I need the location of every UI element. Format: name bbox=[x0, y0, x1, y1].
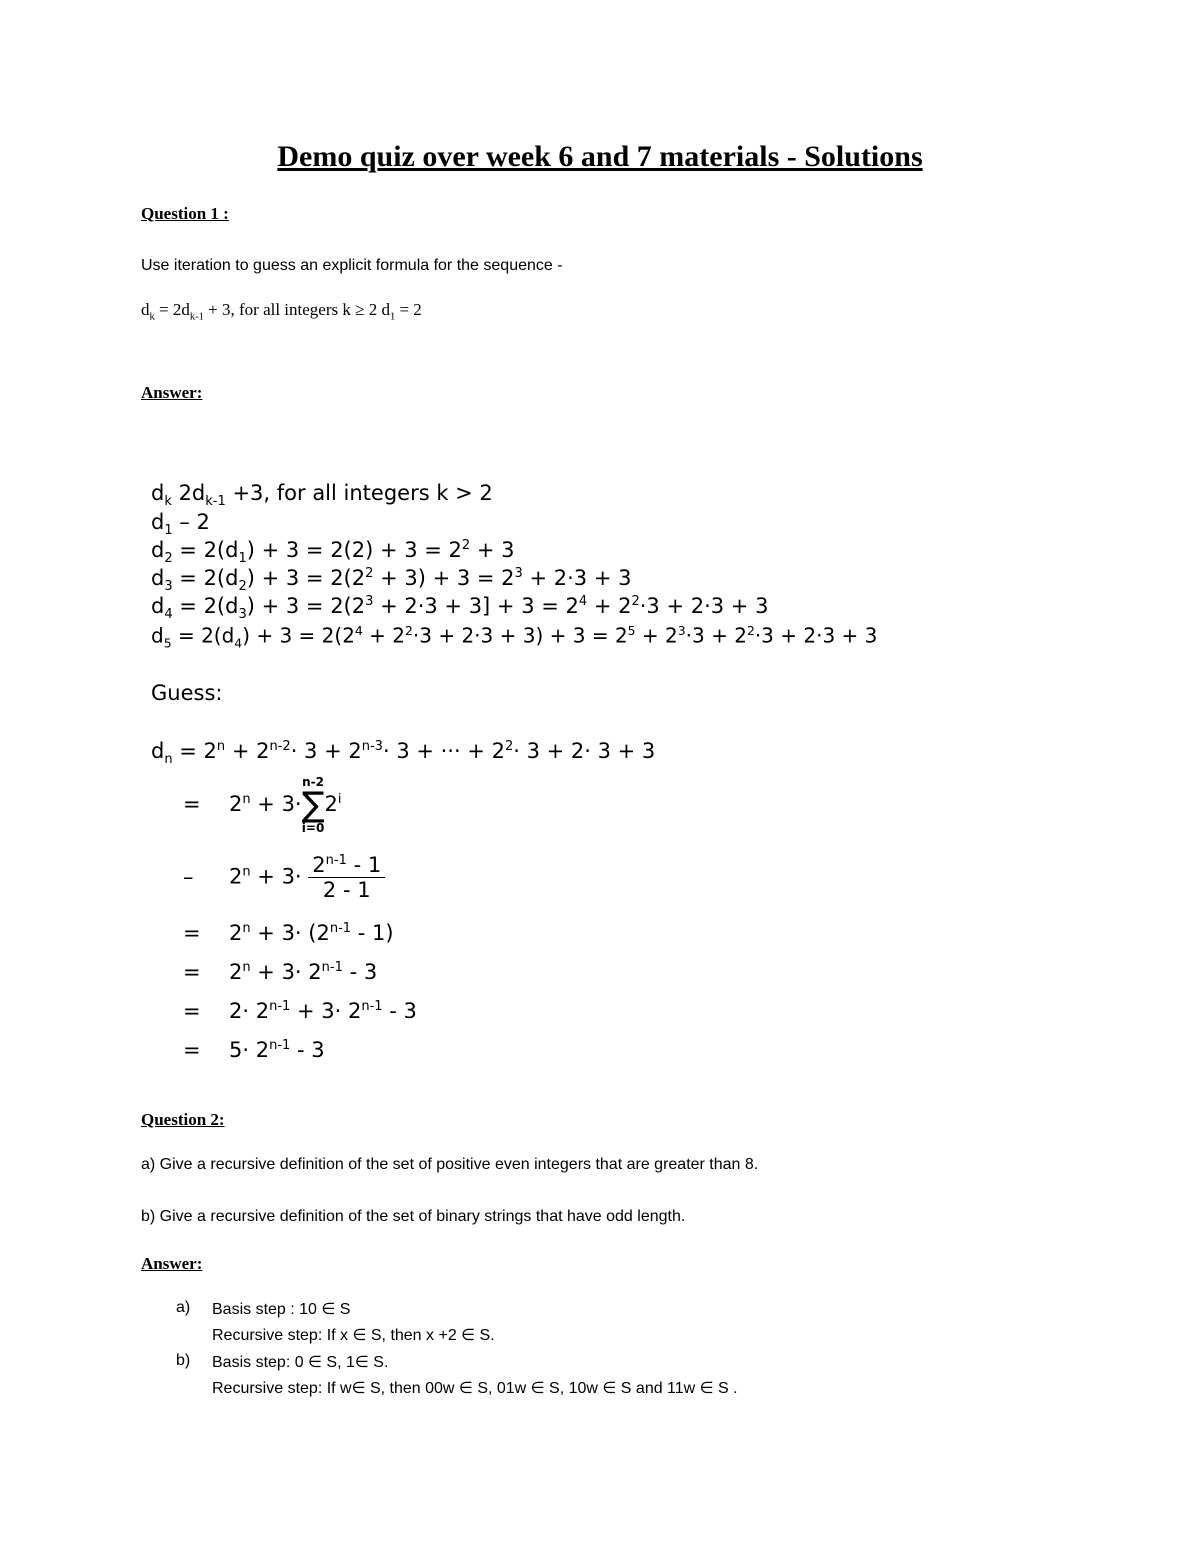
page-title: Demo quiz over week 6 and 7 materials - Solutions bbox=[277, 140, 923, 173]
guess-label: Guess: bbox=[151, 681, 223, 705]
answer-b-basis: Basis step: 0 ∈ S, 1∈ S. bbox=[212, 1354, 389, 1371]
question-2-answer-heading: Answer: bbox=[141, 1254, 203, 1273]
question-1-heading: Question 1 : bbox=[141, 204, 229, 223]
summation: n-2 ∑ i=0 bbox=[301, 775, 325, 835]
answer-a-label: a) bbox=[176, 1299, 191, 1316]
guess-row-7: = $5\cdot 2^{n-1} - 3$ bbox=[183, 1038, 325, 1062]
question-2-heading: Question 2: bbox=[141, 1110, 225, 1129]
iteration-line-1: $d_k$ $2d_{k-1} +3$, for all integers k > 2 bbox=[151, 481, 493, 510]
guess-row-2: = $2^n + 3\cdot$ n-2 ∑ i=0 2$^i$ bbox=[183, 775, 342, 835]
guess-row-5: = $2^n + 3\cdot 2^{n-1} - 3$ bbox=[183, 960, 378, 984]
guess-row-1: $d_n = 2^n + 2^{n-2}\cdot 3 + 2^{n-3}\cdot 3$ + ··· + $2^2\cdot 3 + 2\cdot 3 + 3$ bbox=[151, 739, 656, 768]
guess-row-3: – $2^n + 3\cdot$ $\frac{2^{n-1} - 1}{2 - 1}$ bbox=[183, 853, 385, 902]
guess-row-6: = $2\cdot 2^{n-1} + 3\cdot 2^{n-1} - 3$ bbox=[183, 999, 417, 1023]
answer-a-basis: Basis step : 10 ∈ S bbox=[212, 1301, 351, 1318]
question-1-definition: $d_k = 2d_{k-1} + 3$, for all integers k ≥ 2 $d_1 = 2$ bbox=[141, 300, 422, 323]
fraction: $\frac{2^{n-1} - 1}{2 - 1}$ bbox=[308, 853, 385, 902]
iteration-line-4: $d_3 = 2(d_2) + 3 = 2(2^2 + 3) + 3 = 2^3 + 2\cdot 3 + 3$ bbox=[151, 566, 632, 595]
sigma-symbol: ∑ bbox=[301, 785, 325, 825]
iteration-line-2: $d_1 - 2$ bbox=[151, 510, 210, 539]
answer-b-label: b) bbox=[176, 1352, 191, 1369]
question-2-part-b: b) Give a recursive definition of the set of binary strings that have odd length. bbox=[141, 1208, 686, 1225]
iteration-line-6: $d_5 = 2(d_4) + 3 = 2(2^4 + 2^2\cdot 3 + 2\cdot 3 + 3) + 3 = 2^5 + 2^3\cdot 3 + 2^2\cdot 3 + 2\cdot 3 + 3$ bbox=[151, 623, 878, 651]
question-1-answer-heading: Answer: bbox=[141, 383, 203, 402]
iteration-line-5: $d_4 = 2(d_3) + 3 = 2(2^3 + 2\cdot 3 + 3] + 3 = 2^4 + 2^2\cdot 3 + 2\cdot 3 + 3$ bbox=[151, 594, 769, 623]
guess-row-4: = $2^n + 3\cdot (2^{n-1} - 1)$ bbox=[183, 921, 394, 945]
iteration-line-3: $d_2 = 2(d_1) + 3 = 2(2) + 3 = 2^2 + 3$ bbox=[151, 538, 515, 567]
question-1-prompt: Use iteration to guess an explicit formula for the sequence - bbox=[141, 257, 563, 274]
question-2-part-a: a) Give a recursive definition of the set of positive even integers that are greater than 8. bbox=[141, 1156, 759, 1173]
answer-b-recursive: Recursive step: If w∈ S, then 00w ∈ S, 01w ∈ S, 10w ∈ S and 11w ∈ S . bbox=[212, 1380, 738, 1397]
answer-a-recursive: Recursive step: If x ∈ S, then x +2 ∈ S. bbox=[212, 1327, 495, 1344]
